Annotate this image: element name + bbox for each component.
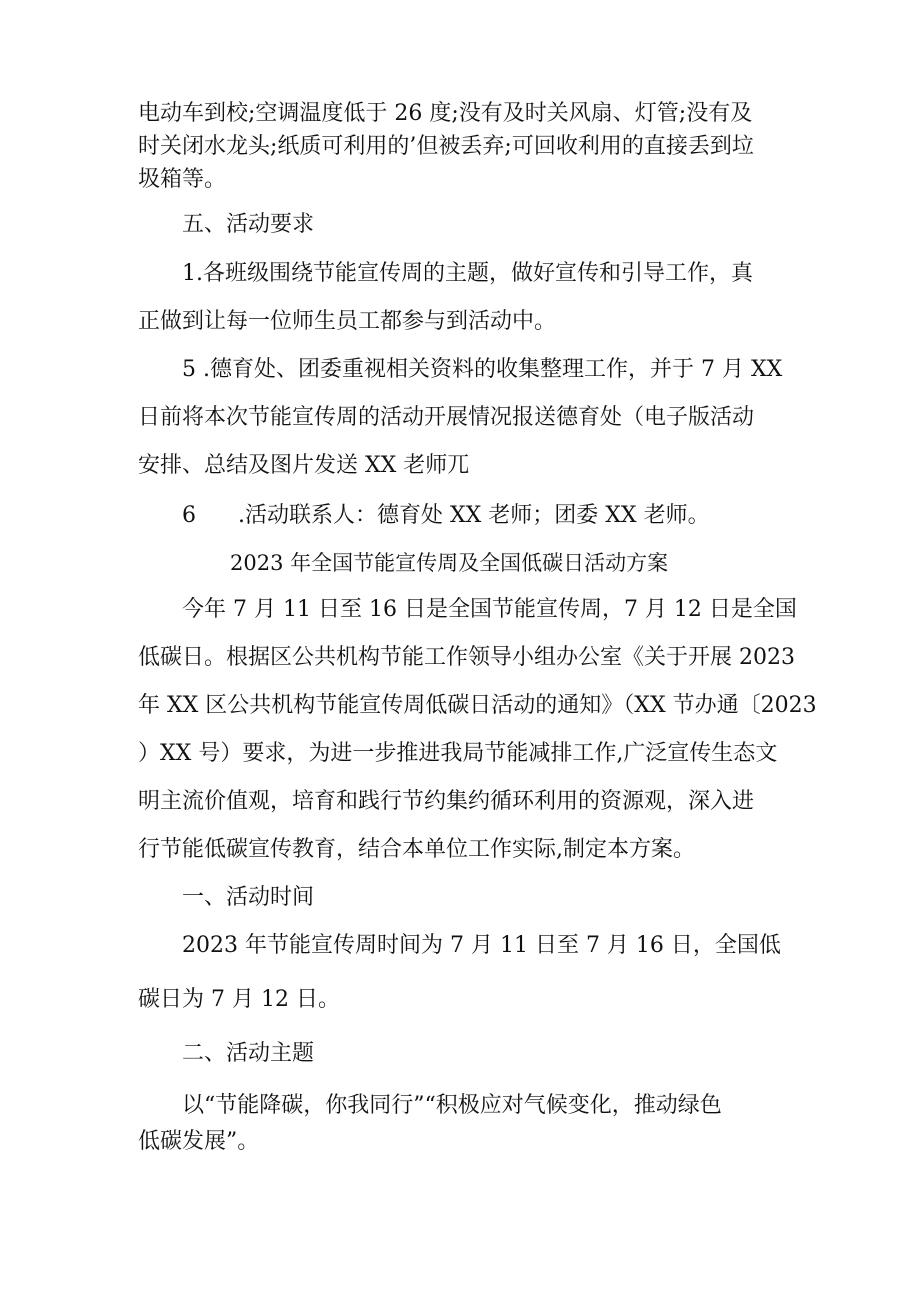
paragraph-line: 电动车到校;空调温度低于 26 度;没有及时关风扇、灯管;没有及 bbox=[138, 101, 753, 126]
paragraph-line: 低碳发展”。 bbox=[138, 1129, 260, 1154]
paragraph-line: 圾箱等。 bbox=[138, 167, 227, 192]
section-heading: 一、活动时间 bbox=[182, 885, 315, 910]
paragraph-line: 以“节能降碳，你我同行”“积极应对气候变化，推动绿色 bbox=[182, 1093, 722, 1118]
paragraph-line: 明主流价值观，培育和践行节约集约循环利用的资源观，深入进 bbox=[138, 789, 755, 814]
paragraph-line: 时关闭水龙头;纸质可利用的’但被丢弃;可回收利用的直接丢到垃 bbox=[138, 134, 754, 159]
section-heading: 五、活动要求 bbox=[182, 212, 315, 237]
paragraph-line: 安排、总结及图片发送 XX 老师兀 bbox=[138, 453, 470, 478]
paragraph-line: 今年 7 月 11 日至 16 日是全国节能宣传周，7 月 12 日是全国 bbox=[182, 597, 797, 622]
paragraph-line: 6 .活动联系人：德育处 XX 老师；团委 XX 老师。 bbox=[182, 503, 710, 528]
paragraph-line: 正做到让每一位师生员工都参与到活动中。 bbox=[138, 309, 557, 334]
paragraph-line: 年 XX 区公共机构节能宣传周低碳日活动的通知》（XX 节办通〔2023 bbox=[138, 693, 817, 718]
paragraph-line: 碳日为 7 月 12 日。 bbox=[138, 987, 340, 1012]
paragraph-line: 5 .德育处、团委重视相关资料的收集整理工作，并于 7 月 XX bbox=[182, 357, 783, 382]
paragraph-line: 行节能低碳宣传教育，结合本单位工作实际,制定本方案。 bbox=[138, 837, 695, 862]
paragraph-line: 1.各班级围绕节能宣传周的主题，做好宣传和引导工作，真 bbox=[182, 261, 753, 286]
document-title: 2023 年全国节能宣传周及全国低碳日活动方案 bbox=[230, 551, 669, 575]
section-heading: 二、活动主题 bbox=[182, 1041, 315, 1066]
paragraph-line: 日前将本次节能宣传周的活动开展情况报送德育处（电子版活动 bbox=[138, 405, 755, 430]
paragraph-line: 2023 年节能宣传周时间为 7 月 11 日至 7 月 16 日，全国低 bbox=[182, 933, 781, 958]
paragraph-line: 低碳日。根据区公共机构节能工作领导小组办公室《关于开展 2023 bbox=[138, 645, 795, 670]
paragraph-line: ）XX 号）要求，为进一步推进我局节能减排工作,广泛宣传生态文 bbox=[138, 741, 778, 766]
